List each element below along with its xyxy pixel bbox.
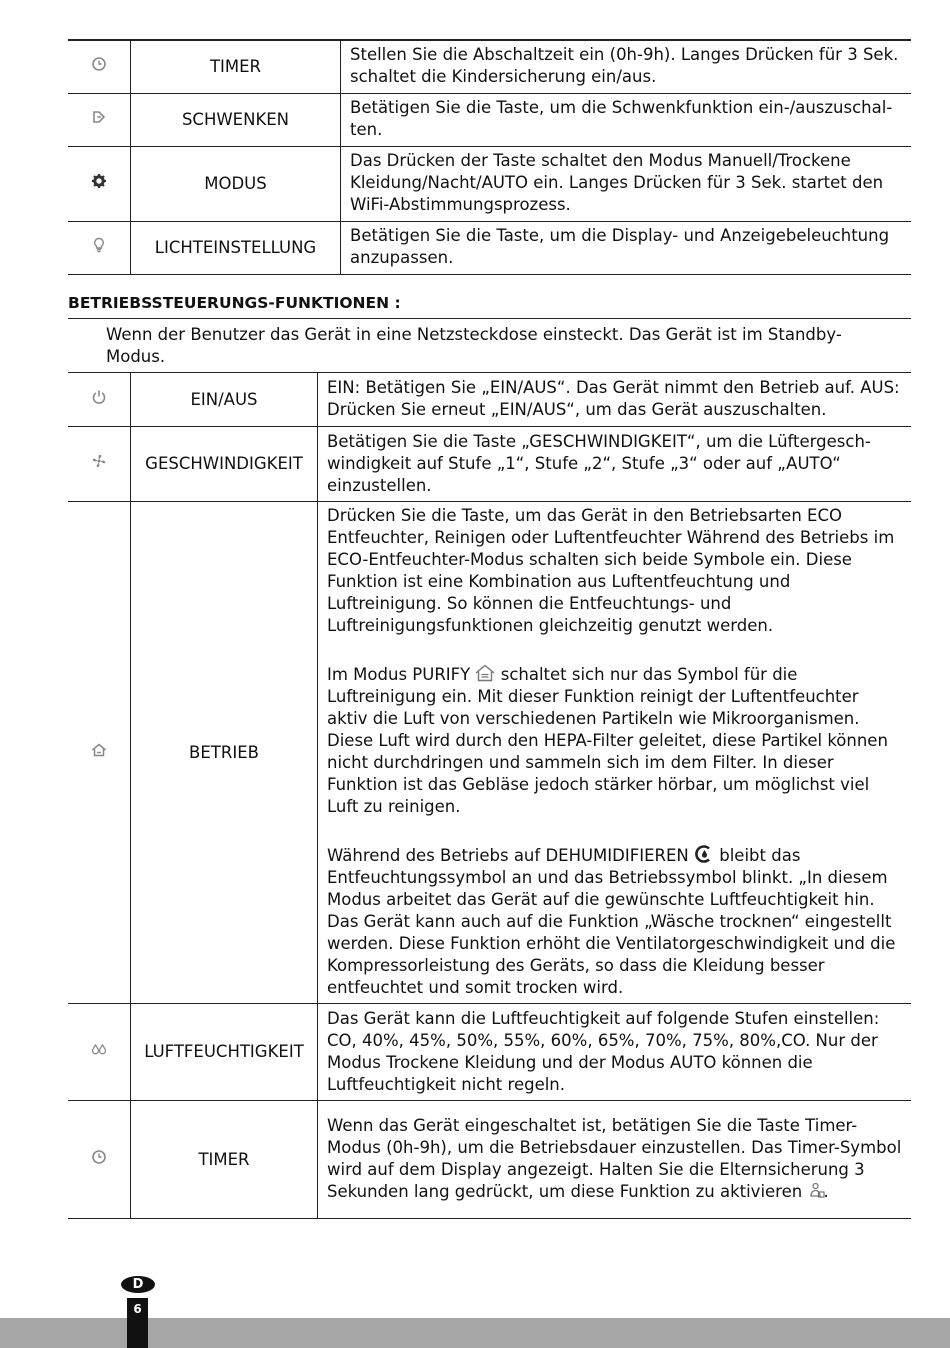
betrieb-paragraph-eco: Drücken Sie die Taste, um das Gerät in den Betriebsarten ECO Entfeuchter, Reinigen oder Luftentfeuchter Während des Betriebs im ECO-Entfeuchter-Modus schalten sich beide Symbole ein. Diese Funktion ist eine Kombination aus Luftentfeuchtung und Luftreinigung. So können die Entfeuchtungs- und Luftreinigungsfunktionen gleichzeitig genutzt werden. — [327, 506, 895, 635]
bulb-icon — [91, 237, 107, 253]
fan-icon — [91, 453, 107, 469]
clock-icon — [91, 1149, 107, 1165]
house-icon — [91, 742, 107, 758]
swing-icon — [91, 109, 107, 125]
row-label: TIMER — [131, 40, 341, 93]
purify-house-icon — [475, 664, 495, 682]
row-label: MODUS — [131, 146, 341, 221]
row-label: EIN/AUS — [131, 373, 318, 427]
row-label: LUFTFEUCHTIGKEIT — [131, 1004, 318, 1101]
row-description: Betätigen Sie die Taste, um die Display- und Anzeigebeleuchtung anzupassen. — [341, 221, 912, 274]
table-row — [68, 1101, 911, 1219]
betrieb-paragraph-purify: Im Modus PURIFY schaltet sich nur das Symbol für die Luftreinigung ein. Mit dieser Funktion reinigt der Luftentfeuchter aktiv die Luft von verschiedenen Partikeln wie Mikroorganismen. Diese Luft wird durch den HEPA-Filter geleitet, diese Partikel können nicht durchdringen und sammeln sich im dem Filter. In dieser Funktion ist das Gebläse jedoch stärker hörbar, um möglichst viel Luft zu reinigen. — [327, 665, 888, 816]
row-label: BETRIEB — [131, 502, 318, 1004]
droplets-icon — [91, 1041, 107, 1057]
page-number: 6 — [127, 1298, 148, 1348]
table-row — [68, 40, 911, 93]
functions-table — [68, 372, 911, 1219]
table-row — [68, 146, 911, 221]
row-description: Betätigen Sie die Taste „GESCHWINDIGKEIT“, um die Lüftergesch-windigkeit auf Stufe „1“, Stufe „2“, Stufe „3“ oder auf „AUTO“ einzustellen. — [318, 427, 912, 502]
child-lock-icon — [807, 1181, 823, 1199]
row-description: Das Drücken der Taste schaltet den Modus Manuell/Trockene Kleidung/Nacht/AUTO ein. Langes Drücken für 3 Sek. startet den WiFi-Abstimmungsprozess. — [341, 146, 912, 221]
row-description: Stellen Sie die Abschaltzeit ein (0h-9h). Langes Drücken für 3 Sek. schaltet die Kindersicherung ein/aus. — [341, 40, 912, 93]
table-row — [68, 427, 911, 502]
row-description: Das Gerät kann die Luftfeuchtigkeit auf folgende Stufen einstellen: CO, 40%, 45%, 50%, 55%, 60%, 65%, 70%, 75%, 80%,CO. Nur der Modus Trockene Kleidung und der Modus AUTO können die Luftfeuchtigkeit nicht regeln. — [318, 1004, 912, 1101]
table-row — [68, 502, 911, 1004]
row-description: Wenn das Gerät eingeschaltet ist, betätigen Sie die Taste Timer-Modus (0h-9h), um die Betriebsdauer einzustellen. Das Timer-Symbol wird auf dem Display angezeigt. Halten Sie die Elternsicherung 3 Sekunden lang gedrückt, um diese Funktion zu aktivieren . — [318, 1101, 912, 1219]
row-label: TIMER — [131, 1101, 318, 1219]
power-icon — [91, 389, 107, 405]
gear-icon — [91, 173, 107, 189]
table-row — [68, 93, 911, 146]
row-label: GESCHWINDIGKEIT — [131, 427, 318, 502]
row-description: EIN: Betätigen Sie „EIN/AUS“. Das Gerät nimmt den Betrieb auf. AUS: Drücken Sie erneut „EIN/AUS“, um das Gerät auszuschalten. — [318, 373, 912, 427]
row-label: LICHTEINSTELLUNG — [131, 221, 341, 274]
table-row — [68, 373, 911, 427]
language-badge: D — [121, 1276, 155, 1293]
betrieb-paragraph-dehumidify: Während des Betriebs auf DEHUMIDIFIEREN bleibt das Entfeuchtungssymbol an und das Betriebssymbol blinkt. „In diesem Modus arbeitet das Gerät auf die gewünschte Luftfeuchtigkeit hin. Das Gerät kann auch auf die Funktion „Wäsche trocknen“ eingestellt werden. Diese Funktion erhöht die Ventilatorgeschwindigkeit und die Kompressorleistung des Geräts, so dass die Kleidung besser entfeuchtet und somit trocken wird. — [327, 846, 896, 997]
table-row — [68, 1004, 911, 1101]
controls-table — [68, 39, 911, 275]
clock-icon — [91, 56, 107, 72]
intro-text: Wenn der Benutzer das Gerät in eine Netzsteckdose einsteckt. Das Gerät ist im Standby-Modus. — [106, 325, 842, 366]
section-heading: BETRIEBSSTEUERUNGS-FUNKTIONEN : — [68, 293, 911, 319]
row-label: SCHWENKEN — [131, 93, 341, 146]
table-row — [68, 221, 911, 274]
row-description: Betätigen Sie die Taste, um die Schwenkfunktion ein-/auszuschal-ten. — [341, 93, 912, 146]
dehumidify-icon — [694, 845, 714, 863]
